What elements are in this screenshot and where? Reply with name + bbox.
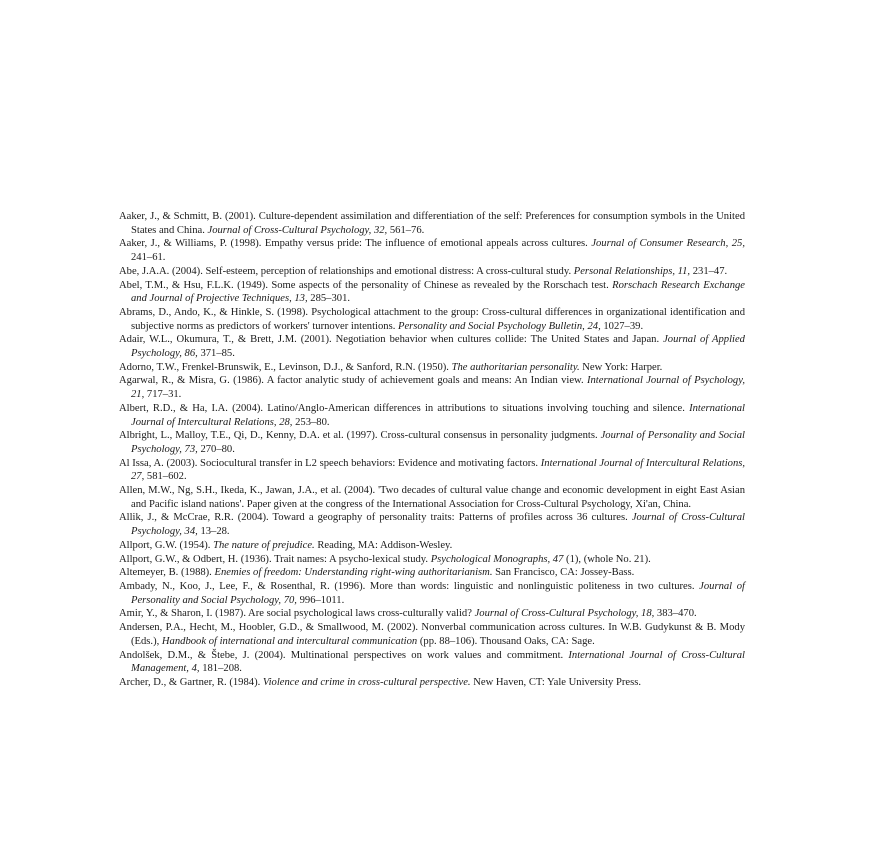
reference-entry <box>119 649 745 676</box>
reference-list <box>119 210 745 690</box>
reference-text: Abrams, D., Ando, K., & Hinkle, S. (1998). Psychological attachment to the group: Cross-cultural differences in organizational identification and subjective norms as predictors of workers' turnover intentions. <box>119 306 745 332</box>
reference-text: Abel, T.M., & Hsu, F.L.K. (1949). Some aspects of the personality of Chinese as revealed by the Rorschach test. <box>119 279 613 291</box>
reference-details: 561–76. <box>387 224 425 236</box>
reference-source: Journal of Consumer Research, 25, <box>591 238 745 250</box>
reference-details: New York: Harper. <box>579 361 663 373</box>
reference-entry <box>119 457 745 484</box>
reference-source: Handbook of international and intercultural communication <box>161 635 418 647</box>
reference-source: Journal of Cross-Cultural Psychology, 18, <box>474 608 655 620</box>
reference-details: 241–61. <box>131 252 166 264</box>
reference-entry <box>119 265 745 279</box>
reference-source: International Journal of Psychology, 21, <box>131 375 745 401</box>
reference-source: Journal of Cross-Cultural Psychology, 34, <box>131 512 745 538</box>
reference-source: The nature of prejudice. <box>213 539 315 551</box>
reference-details: 717–31. <box>144 389 182 401</box>
reference-source: Enemies of freedom: Understanding right-wing authoritarianism. <box>214 567 493 579</box>
reference-text: Adorno, T.W., Frenkel-Brunswik, E., Levinson, D.J., & Sanford, R.N. (1950). <box>119 361 452 373</box>
reference-source: Personality and Social Psychology Bulletin, 24, <box>398 320 601 332</box>
reference-source: International Journal of Intercultural Relations, 28, <box>131 402 745 428</box>
reference-details: 253–80. <box>292 416 330 428</box>
reference-details: 285–301. <box>307 293 351 305</box>
reference-details: 270–80. <box>197 443 235 455</box>
reference-source: Rorschach Research Exchange and Journal of Projective Techniques, 13, <box>131 279 745 305</box>
reference-text: Allport, G.W. (1954). <box>119 539 214 551</box>
reference-text: Archer, D., & Gartner, R. (1984). <box>119 676 263 688</box>
reference-entry <box>119 553 745 567</box>
reference-text: Adair, W.L., Okumura, T., & Brett, J.M. (2001). Negotiation behavior when cultures collide: The United States and Japan. <box>119 334 664 346</box>
reference-text: Aaker, J., & Schmitt, B. (2001). Culture-dependent assimilation and differentiation of the self: Preferences for consumption symbols in the United States and China. <box>119 211 745 236</box>
reference-details: (1), (whole No. 21). <box>563 553 651 565</box>
reference-details: (pp. 88–106). Thousand Oaks, CA: Sage. <box>417 635 595 647</box>
reference-details: 1027–39. <box>600 320 644 332</box>
reference-details: 996–1011. <box>296 594 345 606</box>
reference-text: Abe, J.A.A. (2004). Self-esteem, perception of relationships and emotional distress: A cross-cultural study. <box>119 265 574 277</box>
reference-details: 13–28. <box>197 526 230 538</box>
reference-text: Ambady, N., Koo, J., Lee, F., & Rosenthal, R. (1996). More than words: linguistic and nonlinguistic politeness in two cultures. <box>119 580 700 592</box>
reference-source: Journal of Cross-Cultural Psychology, 32, <box>207 224 388 236</box>
reference-text: Al Issa, A. (2003). Sociocultural transfer in L2 speech behaviors: Evidence and motivating factors. <box>119 457 541 469</box>
reference-details: 181–208. <box>199 663 242 675</box>
reference-entry <box>119 539 745 553</box>
reference-source: Journal of Applied Psychology, 86, <box>131 334 745 360</box>
reference-text: Aaker, J., & Williams, P. (1998). Empathy versus pride: The influence of emotional appeals across cultures. <box>119 238 592 250</box>
reference-details: New Haven, CT: Yale University Press. <box>470 676 642 688</box>
reference-entry <box>119 402 745 429</box>
reference-entry <box>119 279 745 306</box>
reference-text: Allik, J., & McCrae, R.R. (2004). Toward a geography of personality traits: Patterns of profiles across 36 cultures. <box>119 512 632 524</box>
reference-entry <box>119 306 745 333</box>
reference-source: Journal of Personality and Social Psychology, 70, <box>131 580 745 606</box>
reference-entry <box>119 361 745 375</box>
reference-source: Violence and crime in cross-cultural perspective. <box>262 676 471 688</box>
reference-entry <box>119 374 745 401</box>
reference-text: Andersen, P.A., Hecht, M., Hoobler, G.D., & Smallwood, M. (2002). Nonverbal communication across cultures. In W.B. Gudykunst & B. Mody (Eds.), <box>119 622 745 647</box>
reference-entry <box>119 210 745 237</box>
reference-entry <box>119 429 745 456</box>
reference-details: San Francisco, CA: Jossey-Bass. <box>492 567 635 579</box>
reference-details: Reading, MA: Addison-Wesley. <box>314 539 453 551</box>
reference-source: Personal Relationships, 11, <box>573 265 691 277</box>
reference-entry <box>119 607 745 621</box>
reference-details: 383–470. <box>654 608 697 620</box>
reference-entry <box>119 676 745 690</box>
reference-details: 581–602. <box>144 471 187 483</box>
reference-entry <box>119 333 745 360</box>
reference-text: Allport, G.W., & Odbert, H. (1936). Trait names: A psycho-lexical study. <box>119 553 431 565</box>
reference-entry <box>119 237 745 264</box>
reference-entry <box>119 511 745 538</box>
reference-entry <box>119 566 745 580</box>
reference-source: International Journal of Cross-Cultural Management, 4, <box>131 649 745 675</box>
reference-text: Andolšek, D.M., & Štebe, J. (2004). Multinational perspectives on work values and commitment. <box>119 649 569 661</box>
reference-entry <box>119 484 745 511</box>
reference-source: International Journal of Intercultural Relations, 27, <box>131 457 746 483</box>
reference-text: Amir, Y., & Sharon, I. (1987). Are social psychological laws cross-culturally valid? <box>119 608 475 620</box>
reference-text: Agarwal, R., & Misra, G. (1986). A factor analytic study of achievement goals and means: An Indian view. <box>119 375 587 387</box>
reference-source: The authoritarian personality. <box>451 361 580 373</box>
reference-text: Albright, L., Malloy, T.E., Qi, D., Kenny, D.A. et al. (1997). Cross-cultural consensus in personality judgments. <box>119 430 601 442</box>
reference-source: Journal of Personality and Social Psychology, 73, <box>131 430 745 455</box>
reference-text: Albert, R.D., & Ha, I.A. (2004). Latino/Anglo-American differences in attributions to situations involving touching and silence. <box>119 402 690 414</box>
reference-text: Allen, M.W., Ng, S.H., Ikeda, K., Jawan, J.A., et al. (2004). 'Two decades of cultural value change and economic development in eight East Asian and Pacific island nations'. Paper given at the congress of the International Association for Cross-Cultural Psychology, Xi'an, China. <box>119 485 745 510</box>
reference-text: Altemeyer, B. (1988). <box>119 567 215 579</box>
reference-details: 371–85. <box>197 348 235 360</box>
reference-source: Psychological Monographs, 47 <box>430 553 564 565</box>
reference-entry <box>119 580 745 607</box>
reference-entry <box>119 621 745 648</box>
reference-details: 231–47. <box>690 265 728 277</box>
